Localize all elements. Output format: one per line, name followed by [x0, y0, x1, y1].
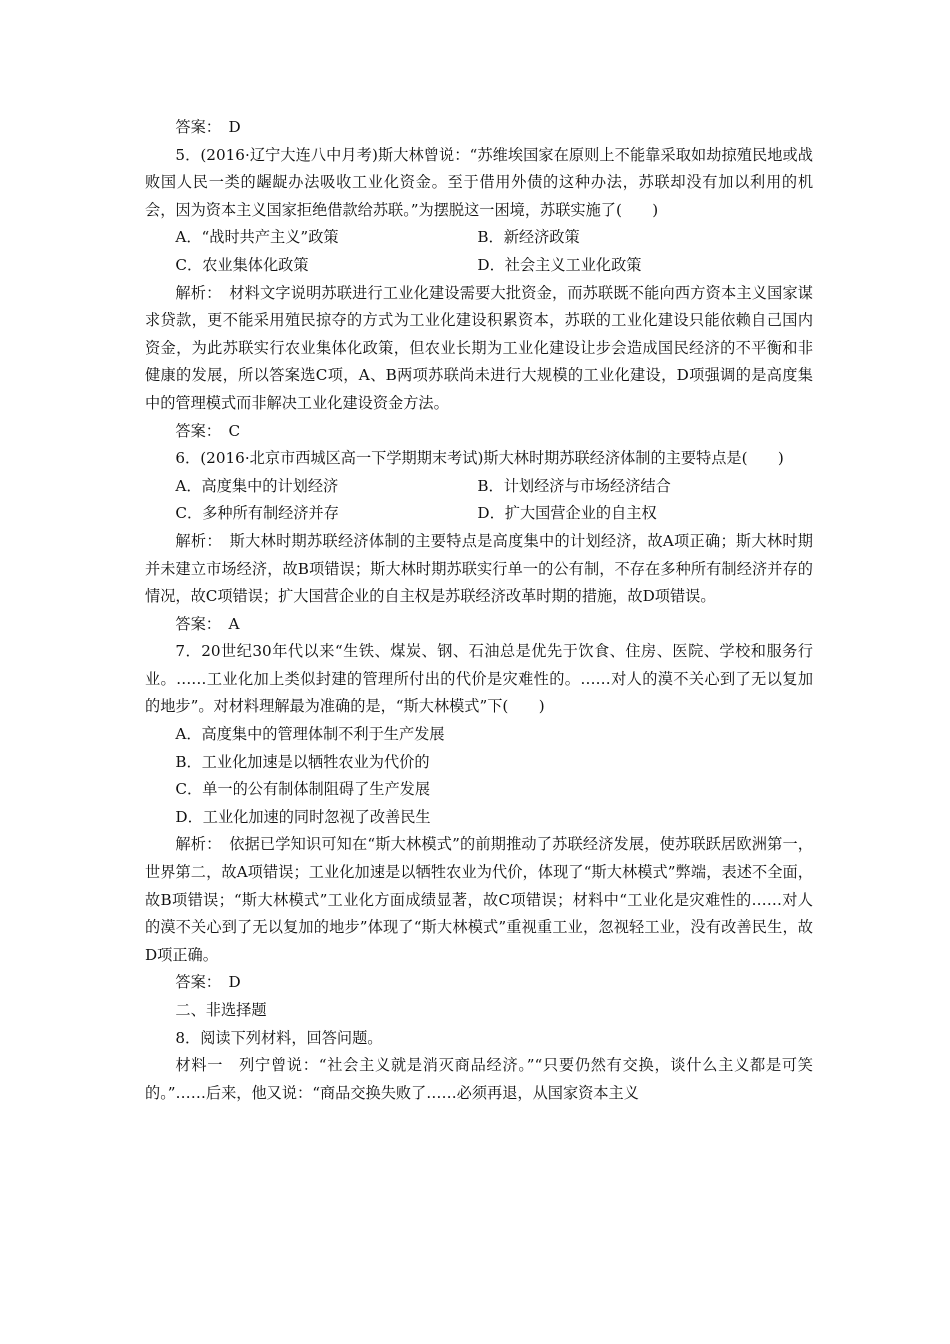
q7-option-b: B．工业化加速是以牺牲农业为代价的: [175, 752, 430, 771]
question-6-options-row-2: [145, 500, 813, 528]
answer-q7: 答案： D: [175, 973, 241, 992]
document-page: [145, 114, 813, 1107]
q6-option-d: D．扩大国营企业的自主权: [477, 504, 657, 523]
section-heading-non-choice: 二、非选择题: [175, 1001, 267, 1019]
q5-option-b: B．新经济政策: [477, 228, 580, 247]
q7-option-d: D．工业化加速的同时忽视了改善民生: [175, 807, 431, 826]
answer-q5: 答案： C: [175, 421, 241, 440]
answer-q4: 答案： D: [175, 118, 241, 136]
question-5-options-row-1: [145, 224, 813, 252]
question-6-options-row-1: [145, 473, 813, 501]
answer-q6: 答案： A: [175, 614, 240, 633]
question-6-stem: 6．(2016·北京市西城区高一下学期期末考试)斯大林时期苏联经济体制的主要特点是( ): [175, 449, 784, 468]
q5-option-d: D．社会主义工业化政策: [477, 255, 642, 274]
q6-option-b: B．计划经济与市场经济结合: [477, 476, 671, 495]
q6-option-c: C．多种所有制经济并存: [175, 504, 339, 523]
question-7-explanation: 解析： 依据已学知识可知在“斯大林模式”的前期推动了苏联经济发展，使苏联跃居欧洲第一，世界第二，故A项错误；工业化加速是以牺牲农业为代价，体现了“斯大林模式”弊端，表述不全面，故B项错误；“斯大林模式”工业化方面成绩显著，故C项错误；材料中“工业化是灾难性的……对人的漠不关心到了无以复加的地步”体现了“斯大林模式”重视重工业，忽视轻工业，没有改善民生，故D项正确。: [145, 835, 813, 964]
q6-option-a: A．高度集中的计划经济: [175, 476, 339, 495]
question-5-explanation: 解析： 材料文字说明苏联进行工业化建设需要大批资金，而苏联既不能向西方资本主义国家谋求贷款，更不能采用殖民掠夺的方式为工业化建设积累资本，苏联的工业化建设只能依赖自己国内资金，为此苏联实行农业集体化政策，但农业长期为工业化建设让步会造成国民经济的不平衡和非健康的发展，所以答案选C项，A、B两项苏联尚未进行大规模的工业化建设，D项强调的是高度集中的管理模式而非解决工业化建设资金方法。: [145, 283, 813, 412]
q7-option-a: A．高度集中的管理体制不利于生产发展: [175, 725, 445, 744]
q7-option-c: C．单一的公有制体制阻碍了生产发展: [175, 780, 431, 799]
question-5-options-row-2: [145, 252, 813, 280]
question-7-stem: 7．20世纪30年代以来“生铁、煤炭、钢、石油总是优先于饮食、住房、医院、学校和服务行业。……工业化加上类似封建的管理所付出的代价是灾难性的。……对人的漠不关心到了无以复加的地步”。对材料理解最为准确的是，“斯大林模式”下( ): [145, 642, 813, 716]
question-6-explanation: 解析： 斯大林时期苏联经济体制的主要特点是高度集中的计划经济，故A项正确；斯大林时期并未建立市场经济，故B项错误；斯大林时期苏联实行单一的公有制，不存在多种所有制经济并存的情况，故C项错误；扩大国营企业的自主权是苏联经济改革时期的措施，故D项错误。: [145, 531, 813, 606]
question-8-material-1: 材料一 列宁曾说：“社会主义就是消灭商品经济。”“只要仍然有交换，谈什么主义都是可笑的。”……后来，他又说：“商品交换失败了……必须再退，从国家资本主义: [145, 1056, 813, 1102]
q5-option-c: C．农业集体化政策: [175, 255, 309, 274]
question-8-stem: 8．阅读下列材料，回答问题。: [175, 1028, 383, 1047]
question-5-stem: 5．(2016·辽宁大连八中月考)斯大林曾说：“苏维埃国家在原则上不能靠采取如劫掠殖民地或战败国人民一类的龌龊办法吸收工业化资金。至于借用外债的这种办法，苏联却没有加以利用的机会，因为资本主义国家拒绝借款给苏联。”为摆脱这一困境，苏联实施了( ): [145, 145, 813, 219]
q5-option-a: A．“战时共产主义”政策: [175, 228, 339, 247]
